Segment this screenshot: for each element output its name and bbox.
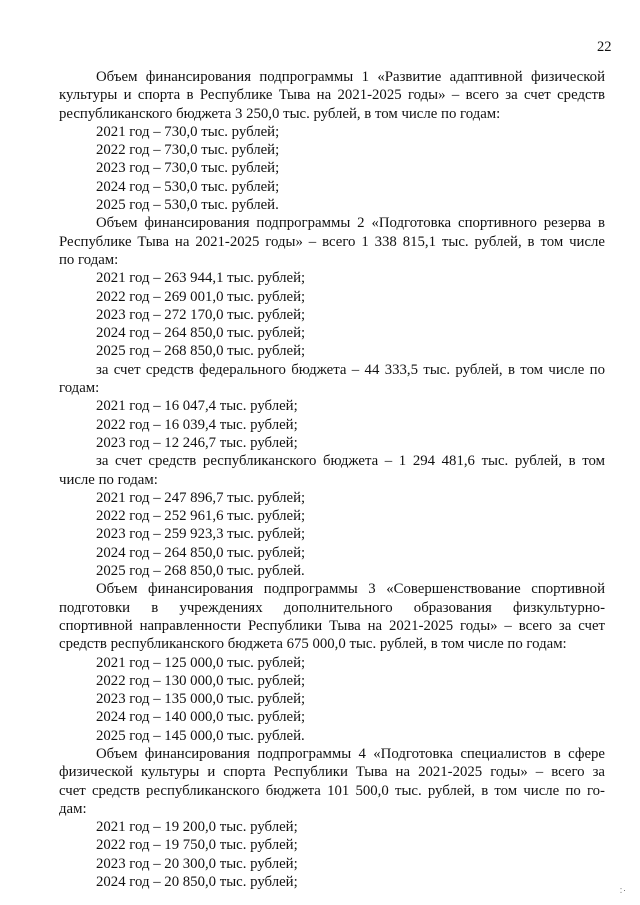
list-item: 2025 год – 145 000,0 тыс. рублей. — [96, 727, 305, 744]
text-line: за счет средств республиканского бюджета – 1 294 481,6 тыс. рублей, в том — [96, 453, 605, 470]
list-item: 2021 год – 19 200,0 тыс. рублей; — [96, 819, 298, 836]
list-item: 2021 год – 263 944,1 тыс. рублей; — [96, 270, 306, 287]
list-item: 2022 год – 730,0 тыс. рублей; — [96, 142, 280, 159]
text-line: Объем финансирования подпрограммы 3 «Совершенствование спортивной — [96, 581, 605, 598]
text-line: Объем финансирования подпрограммы 4 «Подготовка специалистов в сфере — [96, 745, 605, 762]
text-line: спортивной направленности Республики Тыва на 2021-2025 годы» – всего за счет — [59, 617, 605, 634]
list-item: 2024 год – 264 850,0 тыс. рублей; — [96, 544, 306, 561]
list-item: 2023 год – 20 300,0 тыс. рублей; — [96, 855, 298, 872]
list-item: 2024 год – 264 850,0 тыс. рублей; — [96, 325, 306, 342]
text-line: числе по годам: — [59, 471, 158, 488]
text-line: годам: — [59, 380, 100, 397]
list-item: 2025 год – 530,0 тыс. рублей. — [96, 197, 279, 214]
document-body — [59, 68, 605, 891]
list-item: 2024 год – 20 850,0 тыс. рублей; — [96, 874, 298, 891]
list-item: 2023 год – 12 246,7 тыс. рублей; — [96, 434, 298, 451]
list-item: 2021 год – 730,0 тыс. рублей; — [96, 123, 280, 140]
list-item: 2022 год – 19 750,0 тыс. рублей; — [96, 837, 298, 854]
list-item: 2021 год – 247 896,7 тыс. рублей; — [96, 489, 306, 506]
paragraph-subprogram-2 — [59, 214, 605, 269]
list-item: 2023 год – 730,0 тыс. рублей; — [96, 160, 280, 177]
year-list — [59, 654, 605, 745]
list-item: 2022 год – 269 001,0 тыс. рублей; — [96, 288, 306, 305]
year-list — [59, 123, 605, 214]
list-item: 2023 год – 272 170,0 тыс. рублей; — [96, 306, 306, 323]
year-list — [59, 397, 605, 452]
paragraph-subprogram-3 — [59, 580, 605, 653]
list-item: 2025 год – 268 850,0 тыс. рублей; — [96, 343, 306, 360]
text-line: за счет средств федерального бюджета – 44 333,5 тыс. рублей, в том числе по — [96, 361, 605, 378]
list-item: 2021 год – 16 047,4 тыс. рублей; — [96, 398, 298, 415]
list-item: 2022 год – 130 000,0 тыс. рублей; — [96, 672, 306, 689]
year-list — [59, 269, 605, 360]
text-line: по годам: — [59, 251, 119, 268]
paragraph-republican-budget — [59, 452, 605, 489]
text-line: подготовки в учреждениях дополнительного образования физкультурно- — [59, 599, 605, 616]
text-line: Объем финансирования подпрограммы 1 «Развитие адаптивной физической — [96, 69, 605, 85]
list-item: 2023 год – 259 923,3 тыс. рублей; — [96, 526, 306, 543]
list-item: 2023 год – 135 000,0 тыс. рублей; — [96, 691, 306, 708]
text-line: физической культуры и спорта Республики Тыва на 2021-2025 годы» – всего за — [59, 764, 605, 781]
text-line: республиканского бюджета 3 250,0 тыс. рублей, в том числе по годам: — [59, 105, 501, 122]
paragraph-subprogram-4 — [59, 745, 605, 818]
list-item: 2024 год – 530,0 тыс. рублей; — [96, 178, 280, 195]
list-item: 2024 год – 140 000,0 тыс. рублей; — [96, 709, 306, 726]
text-line: Объем финансирования подпрограммы 2 «Подготовка спортивного резерва в — [96, 215, 605, 232]
year-list — [59, 818, 605, 891]
paragraph-subprogram-1 — [59, 68, 605, 123]
text-line: Республике Тыва на 2021-2025 годы» – всего 1 338 815,1 тыс. рублей, в том числе — [59, 233, 605, 250]
page-number: 22 — [597, 39, 612, 55]
text-line: счет средств республиканского бюджета 101 500,0 тыс. рублей, в том числе по го- — [59, 782, 605, 799]
scan-corner-mark: ∴ — [617, 887, 628, 894]
list-item: 2022 год – 252 961,6 тыс. рублей; — [96, 508, 306, 525]
text-line: дам: — [59, 800, 87, 817]
list-item: 2025 год – 268 850,0 тыс. рублей. — [96, 563, 305, 580]
text-line: культуры и спорта в Республике Тыва на 2021-2025 годы» – всего за счет средств — [59, 87, 605, 104]
text-line: средств республиканского бюджета 675 000,0 тыс. рублей, в том числе по годам: — [59, 636, 567, 653]
list-item: 2022 год – 16 039,4 тыс. рублей; — [96, 416, 298, 433]
list-item: 2021 год – 125 000,0 тыс. рублей; — [96, 654, 306, 671]
paragraph-federal-budget — [59, 361, 605, 398]
year-list — [59, 489, 605, 580]
